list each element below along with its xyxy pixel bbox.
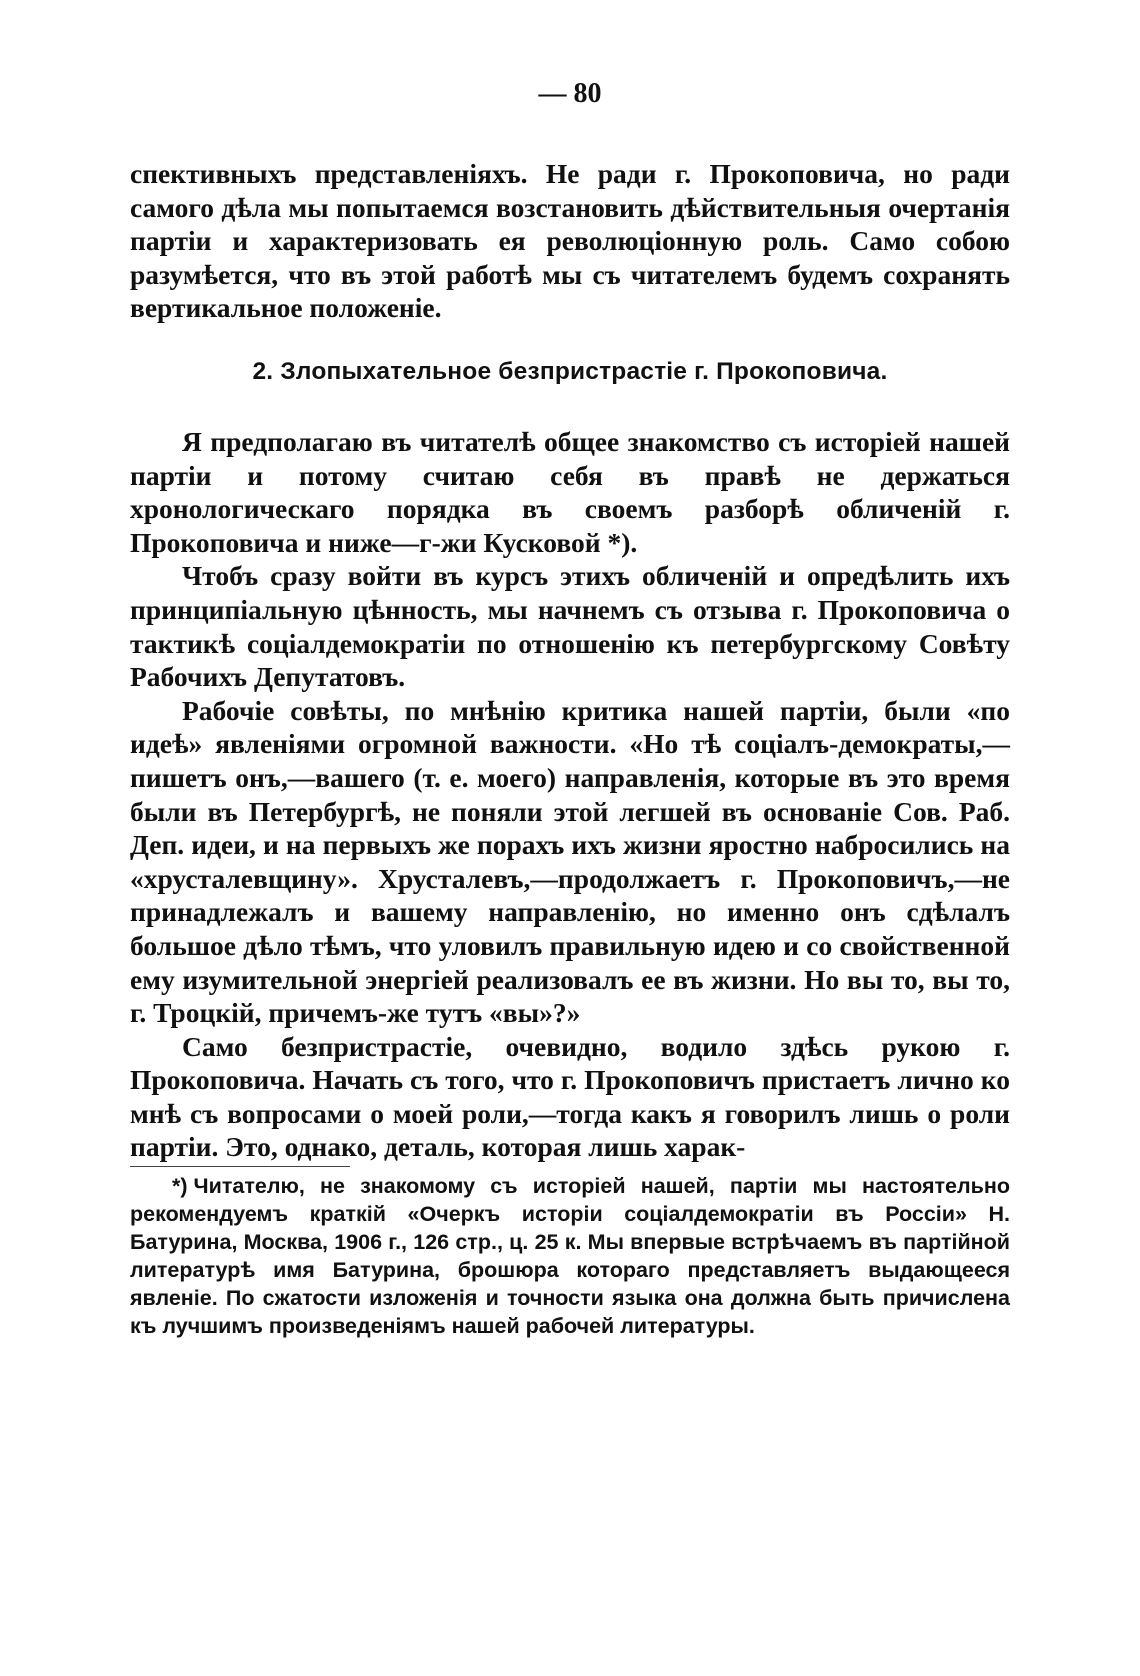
continuation-paragraph: спективныхъ представленіяхъ. Не ради г. Прокоповича, но ради самого дѣла мы попытаемся возстановить дѣйствительныя очертанія партіи и характеризовать ея революціонную роль. Само собою разумѣется, что въ этой работѣ мы съ читателемъ будемъ сохранять вертикальное положеніе. (130, 158, 1010, 324)
paragraph-4: Само безпристрастіе, очевидно, водило здѣсь рукою г. Прокоповича. Начать съ того, что г. Прокоповичъ пристаетъ лично ко мнѣ съ вопросами о моей роли,—тогда какъ я говорилъ лишь о роли партіи. Это, однако, деталь, которая лишь харак- (130, 1030, 1010, 1163)
footnote-marker: *) (172, 1174, 188, 1198)
footnote-paragraph (130, 1172, 1010, 1340)
paragraph-1: Я предполагаю въ читателѣ общее знакомство съ исторіей нашей партіи и потому считаю себя въ правѣ не держаться хронологическаго порядка въ своемъ разборѣ обличеній г. Прокоповича и ниже—г-жи Кусковой *). (130, 426, 1010, 558)
footnote-text: Читателю, не знакомому съ исторіей нашей, партіи мы настоятельно рекомендуемъ краткій «Очеркъ исторіи соціалдемократіи въ Россіи» Н. Батурина, Москва, 1906 г., 126 стр., ц. 25 к. Мы впервые встрѣчаемъ въ партійной литературѣ имя Батурина, брошюра котораго представляетъ выдающееся явленіе. По сжатости изложенія и точности языка она должна быть причислена къ лучшимъ произведеніямъ нашей рабочей литературы. (130, 1174, 1010, 1338)
paragraph-3: Рабочіе совѣты, по мнѣнію критика нашей партіи, были «по идеѣ» явленіями огромной важности. «Но тѣ соціалъ-демократы,—пишетъ онъ,—вашего (т. е. моего) направленія, которые въ это время были въ Петербургѣ, не поняли этой легшей въ основаніе Сов. Раб. Деп. идеи, и на первыхъ же порахъ ихъ жизни яростно набросились на «хрусталевщину». Хрусталевъ,—продолжаетъ г. Прокоповичъ,—не принадлежалъ и вашему направленію, но именно онъ сдѣлалъ большое дѣло тѣмъ, что уловилъ правильную идею и со свойственной ему изумительной энергіей реализовалъ ее въ жизни. Но вы то, вы то, г. Троцкій, причемъ-же тутъ «вы»?» (130, 694, 1010, 1029)
section-heading: 2. Злопыхательное безпристрастіе г. Прокоповича. (252, 358, 888, 385)
footnote-rule (130, 1166, 350, 1167)
footnote (130, 1172, 1010, 1340)
page-number: — 80 (538, 78, 602, 109)
paragraph-2: Чтобъ сразу войти въ курсъ этихъ обличеній и опредѣлить ихъ принципіальную цѣнность, мы начнемъ съ отзыва г. Прокоповича о тактикѣ соціалдемократіи по отношенію къ петербургскому Совѣту Рабочихъ Депутатовъ. (130, 560, 1010, 693)
main-text (130, 425, 1010, 1164)
continuation-text (130, 157, 1010, 325)
